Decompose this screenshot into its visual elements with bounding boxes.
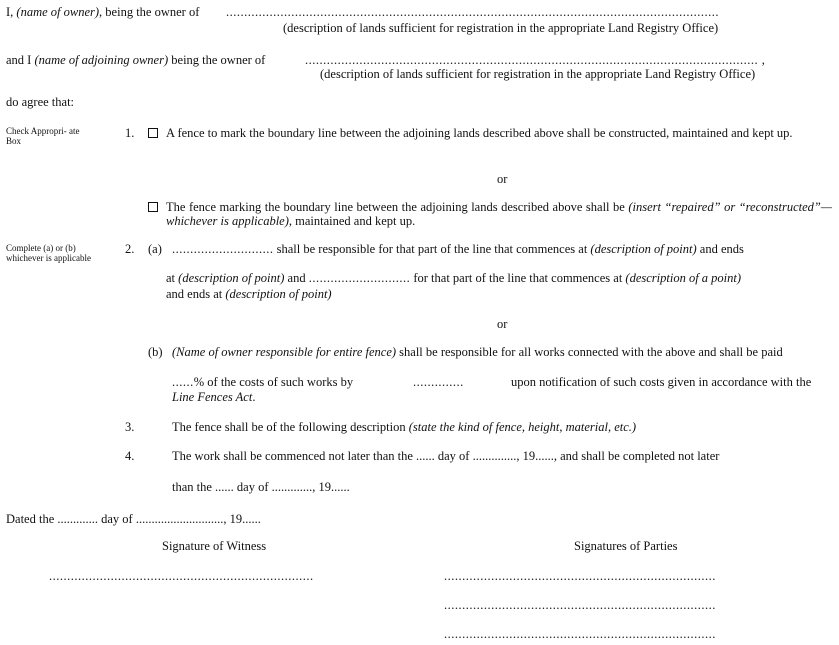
- percent-blank[interactable]: ......: [172, 375, 194, 389]
- clause-2a-line-1: [172, 242, 744, 256]
- clause-2a-text: and: [284, 271, 309, 285]
- margin-note-complete: Complete (a) or (b) whichever is applicable: [6, 243, 91, 263]
- clause-1a-text: A fence to mark the boundary line between the adjoining lands described above shall be constructed, maintained and kept up.: [166, 126, 793, 140]
- clause-2b-label: (b): [148, 345, 163, 359]
- clause-2a-line-3: [166, 287, 332, 301]
- witness-signature-line[interactable]: .........................................................................: [49, 569, 314, 583]
- clause-2a-line-2: [166, 271, 741, 285]
- adjoining-line-suffix: being the owner of: [168, 53, 266, 67]
- clause-2b-line-1: [172, 345, 783, 359]
- clause-1b-instruction: (insert “repaired” or “reconstructed”—whichever is applicable): [166, 200, 832, 228]
- or-separator-1: or: [497, 172, 508, 186]
- point-placeholder: (description of point): [178, 271, 285, 285]
- second-owner-blank[interactable]: ............................: [308, 271, 411, 285]
- owner-line: [6, 5, 199, 19]
- clause-2b-line-2: [172, 375, 353, 389]
- owner-placeholder: (Name of owner responsible for entire fence): [172, 345, 397, 359]
- lands-caption-adjoining: (description of lands sufficient for registration in the appropriate Land Registry Office): [320, 67, 756, 81]
- owner-line-suffix: , being the owner of: [99, 5, 200, 19]
- clause-4-line-1: The work shall be commenced not later than the ...... day of .............., 19......, and shall be completed not later: [172, 449, 720, 463]
- owner-lands-blank[interactable]: ........................................................................................................................................: [226, 5, 719, 19]
- fence-description-placeholder: (state the kind of fence, height, material, etc.): [408, 420, 637, 434]
- clause-2a-text: and ends at: [166, 287, 226, 301]
- checkbox-option-construct[interactable]: [148, 126, 164, 140]
- responsible-owner-blank[interactable]: ............................: [172, 242, 274, 256]
- or-separator-2: or: [497, 317, 508, 331]
- clause-2b-line-3: [172, 390, 255, 404]
- clause-2b-text: shall be responsible for all works connected with the above and shall be paid: [396, 345, 783, 359]
- party-signature-line-1[interactable]: ...........................................................................: [444, 569, 716, 583]
- dated-line[interactable]: Dated the ............. day of ............................, 19......: [6, 512, 261, 526]
- clause-2b-text: .: [252, 390, 256, 404]
- adjoining-line-prefix: and I: [6, 53, 35, 67]
- point-placeholder: (description of a point): [625, 271, 742, 285]
- parties-heading: Signatures of Parties: [574, 539, 678, 553]
- adjoining-lands-blank[interactable]: ............................................................................................................................. ,: [305, 53, 766, 67]
- adjoining-owner-placeholder: (name of adjoining owner): [34, 53, 169, 67]
- clause-2a-text: and ends: [696, 242, 744, 256]
- clause-3-text: [172, 420, 636, 434]
- clause-3-prefix: The fence shall be of the following description: [172, 420, 409, 434]
- owner-line-prefix: I,: [6, 5, 17, 19]
- clause-4-line-2: than the ...... day of ............., 19......: [172, 480, 350, 494]
- agree-heading: do agree that:: [6, 95, 75, 109]
- clause-1-number: 1.: [125, 126, 135, 140]
- clause-2b-text: % of the costs of such works by: [193, 375, 354, 389]
- owner-name-placeholder: (name of owner): [16, 5, 100, 19]
- point-placeholder: (description of point): [225, 287, 332, 301]
- witness-heading: Signature of Witness: [162, 539, 267, 553]
- margin-note-check-box: Check Appropri- ate Box: [6, 126, 80, 146]
- adjoining-owner-line: [6, 53, 265, 67]
- clause-3-number: 3.: [125, 420, 135, 434]
- clause-2a-text: at: [166, 271, 179, 285]
- clause-1b-text: [166, 200, 832, 228]
- clause-2a-text: for that part of the line that commences at: [410, 271, 626, 285]
- clause-2a-label: (a): [148, 242, 162, 256]
- clause-1b-prefix: The fence marking the boundary line between the adjoining lands described above shall be: [166, 200, 629, 214]
- checkbox-option-repair[interactable]: [148, 200, 164, 214]
- checkbox-icon[interactable]: [148, 128, 158, 138]
- clause-2b-notice-text: upon notification of such costs given in accordance with the: [511, 375, 812, 389]
- checkbox-icon[interactable]: [148, 202, 158, 212]
- party-signature-line-3[interactable]: ...........................................................................: [444, 627, 716, 641]
- clause-2a-text: shall be responsible for that part of the line that commences at: [273, 242, 591, 256]
- party-signature-line-2[interactable]: ...........................................................................: [444, 598, 716, 612]
- point-placeholder: (description of point): [590, 242, 697, 256]
- lands-caption-owner: (description of lands sufficient for registration in the appropriate Land Registry Office): [283, 21, 719, 35]
- act-name: Line Fences Act: [172, 390, 253, 404]
- clause-2-number: 2.: [125, 242, 135, 256]
- clause-4-number: 4.: [125, 449, 135, 463]
- clause-1b-suffix: , maintained and kept up.: [288, 214, 416, 228]
- payer-blank[interactable]: ..............: [413, 375, 464, 389]
